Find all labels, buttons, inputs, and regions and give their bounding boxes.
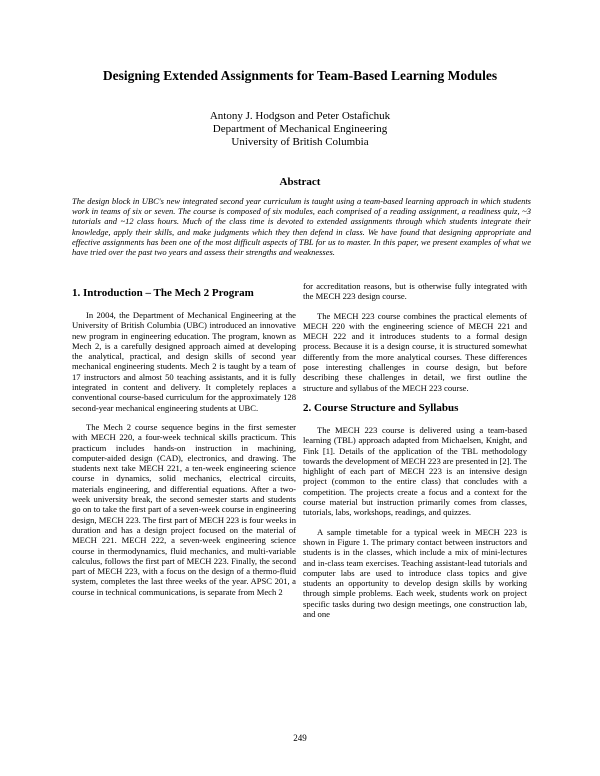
- abstract-text: The design block in UBC's new integrated second year curriculum is taught using a team-based learning approach in which students work in teams of six or seven. The course is composed of six modules, each comprised of a reading assignment, a readiness quiz, ~3 tutorials and ~12 class hours. Much of the class time is devoted to extended assignments through which students integrate their knowledge, apply their skills, and make judgments which they then defend in class. We have found that designing appropriate and effective assignments has been one of the most difficult aspects of TBL for us to master. In this paper, we present examples of what we have tried over the past two years and assess their strengths and weaknesses.: [72, 196, 531, 258]
- author-names: Antony J. Hodgson and Peter Ostafichuk: [209, 110, 391, 122]
- author-block: [0, 110, 600, 149]
- abstract-heading: Abstract: [279, 176, 321, 188]
- section-2-heading: 2. Course Structure and Syllabus: [303, 401, 459, 414]
- section-1-paragraph-3: The MECH 223 course combines the practical elements of MECH 220 with the engineering science of MECH 221 and MECH 222 and it introduces students to a formal design process. Because it is a design course, it is structured somewhat differently from the more analytical courses. These differences pose interesting challenges in course design, but before describing these challenges in detail, we first outline the structure and syllabus of the MECH 223 course.: [303, 310, 527, 393]
- section-1-heading: 1. Introduction – The Mech 2 Program: [72, 287, 254, 299]
- section-2-paragraph-2: A sample timetable for a typical week in MECH 223 is shown in Figure 1. The primary contact between instructors and students is in the classes, which include a mix of mini-lectures and in-class team exercises. Teaching assistant-lead tutorials and computer labs are used to introduce class topics and give students an opportunity to develop design skills by working through simple problems. Each week, students work on project specific tasks during two design meetings, one construction lab, and one: [303, 526, 527, 620]
- left-column: [72, 287, 296, 606]
- section-1-paragraph-1: In 2004, the Department of Mechanical Engineering at the University of British Columbia (UBC) introduced an innovative new program in engineering education. The program, known as Mech 2, is a carefully designed approach aimed at developing the analytical, practical, and design skills of second year mechanical engineering students. Mech 2 is taught by a team of 17 instructors and almost 50 teaching assistants, and it is fully integrated in content and delivery. It completely replaces a conventional course-based curriculum for the approximately 128 second-year mechanical engineering students at UBC.: [72, 310, 296, 413]
- section-1-paragraph-2-continuation: for accreditation reasons, but is otherwise fully integrated with the MECH 223 design course.: [303, 281, 527, 302]
- section-2-paragraph-1: The MECH 223 course is delivered using a team-based learning (TBL) approach adapted from Michaelsen, Knight, and Fink [1]. Details of the application of the TBL methodology towards the development of MECH 223 are presented in [2]. The highlight of each part of MECH 223 is an intensive design project (common to the entire class) that concludes with a competition. The projects create a focus and a context for the course material but instruction primarily comes from classes, tutorials, labs, workshops, readings, and quizzes.: [303, 424, 527, 518]
- author-university: University of British Columbia: [231, 136, 369, 148]
- author-department: Department of Mechanical Engineering: [212, 123, 388, 135]
- right-column: [303, 281, 527, 628]
- paper-title: Designing Extended Assignments for Team-Based Learning Modules: [102, 68, 498, 83]
- page-number: 249: [293, 733, 307, 743]
- section-1-paragraph-2: The Mech 2 course sequence begins in the first semester with MECH 220, a four-week technical skills practicum. This practicum includes hands-on instruction in machining, computer-aided design (CAD), electronics, and drawing. The students next take MECH 221, a ten-week engineering science course in dynamics, solid mechanics, electrical circuits, materials engineering, and differential equations. After a two-week university break, the second semester starts and students go on to take the first part of a seven-week course in engineering design, MECH 223. The first part of MECH 223 is four weeks in duration and has a design project focused on the material of MECH 221. MECH 222, a seven-week engineering science course in thermodynamics, fluid mechanics, and multi-variable calculus, follows the first part of MECH 223. Finally, the second part of MECH 223, with a focus on the design of a thermo-fluid system, completes the last three weeks of the year. APSC 201, a course in technical communications, is separate from Mech 2: [72, 421, 296, 597]
